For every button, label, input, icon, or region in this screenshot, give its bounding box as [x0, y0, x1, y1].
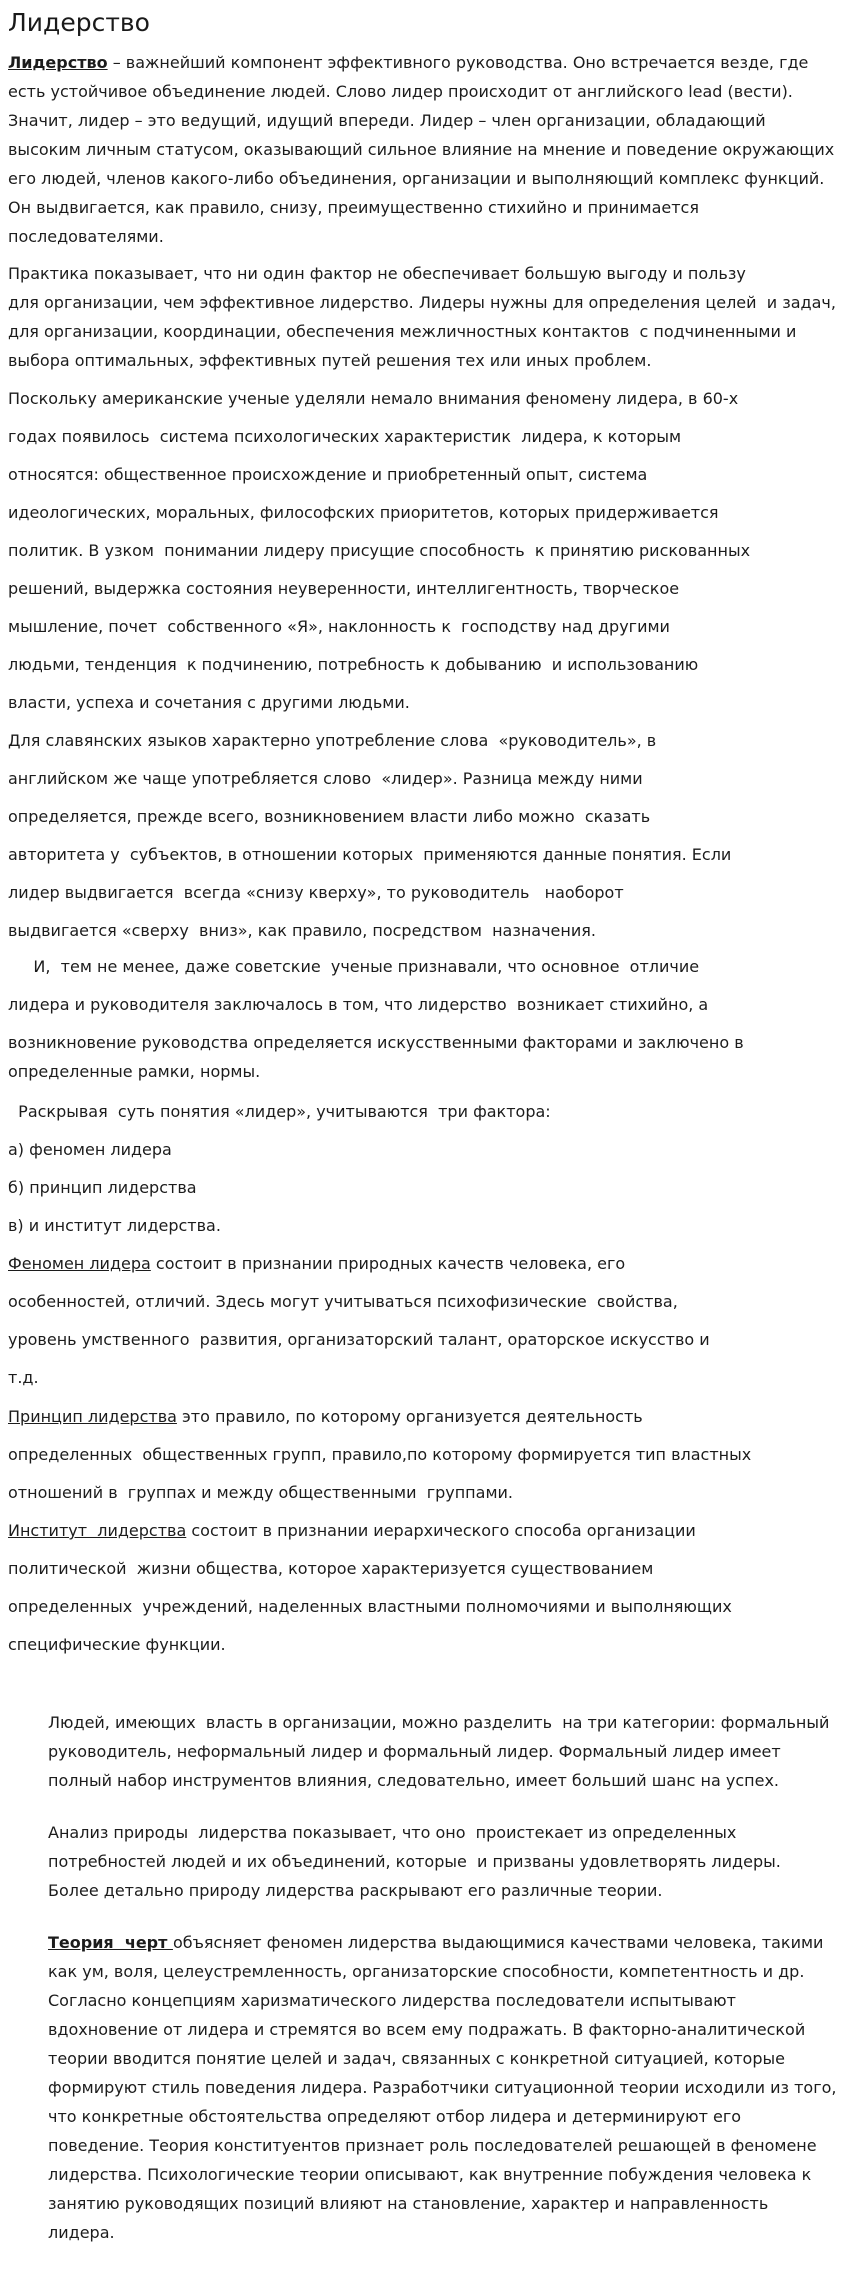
- text-line: Анализ природы лидерства показывает, что оно проистекает из определенных: [48, 1823, 737, 1842]
- list-item: а) феномен лидера: [8, 1140, 172, 1159]
- paragraph-principle: [8, 1398, 840, 1512]
- text-line: определенных общественных групп, правило,по которому формируется тип властных: [8, 1445, 752, 1464]
- paragraph-intro: [8, 48, 840, 251]
- text-line: состоит в признании природных качеств человека, его: [150, 1254, 626, 1273]
- factors-intro: Раскрывая суть понятия «лидер», учитываются три фактора:: [8, 1102, 551, 1121]
- text-line: лидерства. Психологические теории описывают, как внутренние побуждения человека к: [48, 2165, 812, 2184]
- text-line: Он выдвигается, как правило, снизу, преимущественно стихийно и принимается: [8, 198, 699, 217]
- text-line: последователями.: [8, 227, 164, 246]
- text-line: политик. В узком понимании лидеру присущие способность к принятию рискованных: [8, 541, 751, 560]
- paragraph-trait-theory: [48, 1928, 840, 2247]
- text-line: идеологических, моральных, философских приоритетов, которых придерживается: [8, 503, 719, 522]
- text-line: руководитель, неформальный лидер и формальный лидер. Формальный лидер имеет: [48, 1742, 781, 1761]
- text-line: специфические функции.: [8, 1635, 226, 1654]
- text-line: состоит в признании иерархического способа организации: [186, 1521, 696, 1540]
- text-line: годах появилось система психологических характеристик лидера, к которым: [8, 427, 682, 446]
- text-line: мышление, почет собственного «Я», наклонность к господству над другими: [8, 617, 670, 636]
- paragraph-practice: [8, 259, 840, 375]
- text-line: Значит, лидер – это ведущий, идущий впереди. Лидер – член организации, обладающий: [8, 111, 766, 130]
- text-line: авторитета у субъектов, в отношении которых применяются данные понятия. Если: [8, 845, 732, 864]
- text-line: лидера.: [48, 2223, 115, 2242]
- paragraph-institute: [8, 1512, 840, 1664]
- term-leadership: Лидерство: [8, 53, 108, 72]
- text-line: возникновение руководства определяется искусственными факторами и заключено в: [8, 1033, 744, 1052]
- text-line: решений, выдержка состояния неуверенности, интеллигентность, творческое: [8, 579, 680, 598]
- text-line: для организации, чем эффективное лидерство. Лидеры нужны для определения целей и задач,: [8, 293, 836, 312]
- text-line: определенных учреждений, наделенных властными полномочиями и выполняющих: [8, 1597, 732, 1616]
- text-line: формируют стиль поведения лидера. Разработчики ситуационной теории исходили из того,: [48, 2078, 837, 2097]
- text-line: это правило, по которому организуется деятельность: [176, 1407, 643, 1426]
- text-line: потребностей людей и их объединений, которые и призваны удовлетворять лидеры.: [48, 1852, 781, 1871]
- factors-list: [8, 1093, 840, 1245]
- text-line: как ум, воля, целеустремленность, организаторские способности, компетентность и др.: [48, 1962, 805, 1981]
- text-line: определяется, прежде всего, возникновением власти либо можно сказать: [8, 807, 651, 826]
- text-line: Для славянских языков характерно употребление слова «руководитель», в: [8, 731, 657, 750]
- text-line: Практика показывает, что ни один фактор не обеспечивает большую выгоду и пользу: [8, 264, 746, 283]
- text-line: лидер выдвигается всегда «снизу кверху», то руководитель наоборот: [8, 883, 624, 902]
- text-line: особенностей, отличий. Здесь могут учитываться психофизические свойства,: [8, 1292, 678, 1311]
- term-trait-theory: Теория черт: [48, 1933, 173, 1952]
- text-line: относятся: общественное происхождение и приобретенный опыт, система: [8, 465, 648, 484]
- text-line: теории вводится понятие целей и задач, связанных с конкретной ситуацией, которые: [48, 2049, 785, 2068]
- text-line: английском же чаще употребляется слово «лидер». Разница между ними: [8, 769, 643, 788]
- text-line: Людей, имеющих власть в организации, можно разделить на три категории: формальный: [48, 1713, 830, 1732]
- paragraph-slavic-languages: [8, 722, 840, 950]
- text-line: уровень умственного развития, организаторский талант, ораторское искусство и: [8, 1330, 710, 1349]
- text-line: Более детально природу лидерства раскрывают его различные теории.: [48, 1881, 663, 1900]
- list-item: в) и институт лидерства.: [8, 1216, 221, 1235]
- text-line: есть устойчивое объединение людей. Слово лидер происходит от английского lead (вести).: [8, 82, 793, 101]
- text-line: – важнейший компонент эффективного руководства. Оно встречается везде, где: [107, 53, 809, 72]
- paragraph-power-categories: [48, 1708, 840, 1795]
- text-line: И, тем не менее, даже советские ученые признавали, что основное отличие: [8, 957, 700, 976]
- text-line: поведение. Теория конституентов признает роль последователей решающей в феномене: [48, 2136, 817, 2155]
- text-line: людьми, тенденция к подчинению, потребность к добыванию и использованию: [8, 655, 699, 674]
- text-line: определенные рамки, нормы.: [8, 1062, 261, 1081]
- paragraph-soviet-scientists: [8, 952, 840, 1086]
- text-line: полный набор инструментов влияния, следовательно, имеет больший шанс на успех.: [48, 1771, 780, 1790]
- text-line: что конкретные обстоятельства определяют отбор лидера и детерминируют его: [48, 2107, 742, 2126]
- term-phenomenon: Феномен лидера: [8, 1254, 151, 1273]
- text-line: Согласно концепциям харизматического лидерства последователи испытывают: [48, 1991, 736, 2010]
- paragraph-nature-of-leadership: [48, 1818, 840, 1905]
- text-line: отношений в группах и между общественными группами.: [8, 1483, 513, 1502]
- text-line: выдвигается «сверху вниз», как правило, посредством назначения.: [8, 921, 596, 940]
- text-line: лидера и руководителя заключалось в том, что лидерство возникает стихийно, а: [8, 995, 709, 1014]
- text-line: высоким личным статусом, оказывающий сильное влияние на мнение и поведение окружающих: [8, 140, 835, 159]
- document-title: Лидерство: [8, 8, 150, 37]
- text-line: выбора оптимальных, эффективных путей решения тех или иных проблем.: [8, 351, 652, 370]
- list-item: б) принцип лидерства: [8, 1178, 197, 1197]
- text-line: вдохновение от лидера и стремятся во всем ему подражать. В факторно-аналитической: [48, 2020, 806, 2039]
- text-line: занятию руководящих позиций влияют на становление, характер и направленность: [48, 2194, 769, 2213]
- paragraph-phenomenon: [8, 1245, 840, 1397]
- text-line: его людей, членов какого-либо объединения, организации и выполняющий комплекс функций.: [8, 169, 825, 188]
- text-line: для организации, координации, обеспечения межличностных контактов с подчиненными и: [8, 322, 797, 341]
- text-line: власти, успеха и сочетания с другими людьми.: [8, 693, 410, 712]
- paragraph-american-scientists: [8, 380, 840, 722]
- term-principle: Принцип лидерства: [8, 1407, 177, 1426]
- text-line: политической жизни общества, которое характеризуется существованием: [8, 1559, 654, 1578]
- text-line: т.д.: [8, 1368, 39, 1387]
- text-line: объясняет феномен лидерства выдающимися качествами человека, такими: [172, 1933, 824, 1952]
- term-institute: Институт лидерства: [8, 1521, 187, 1540]
- text-line: Поскольку американские ученые уделяли немало внимания феномену лидера, в 60-х: [8, 389, 739, 408]
